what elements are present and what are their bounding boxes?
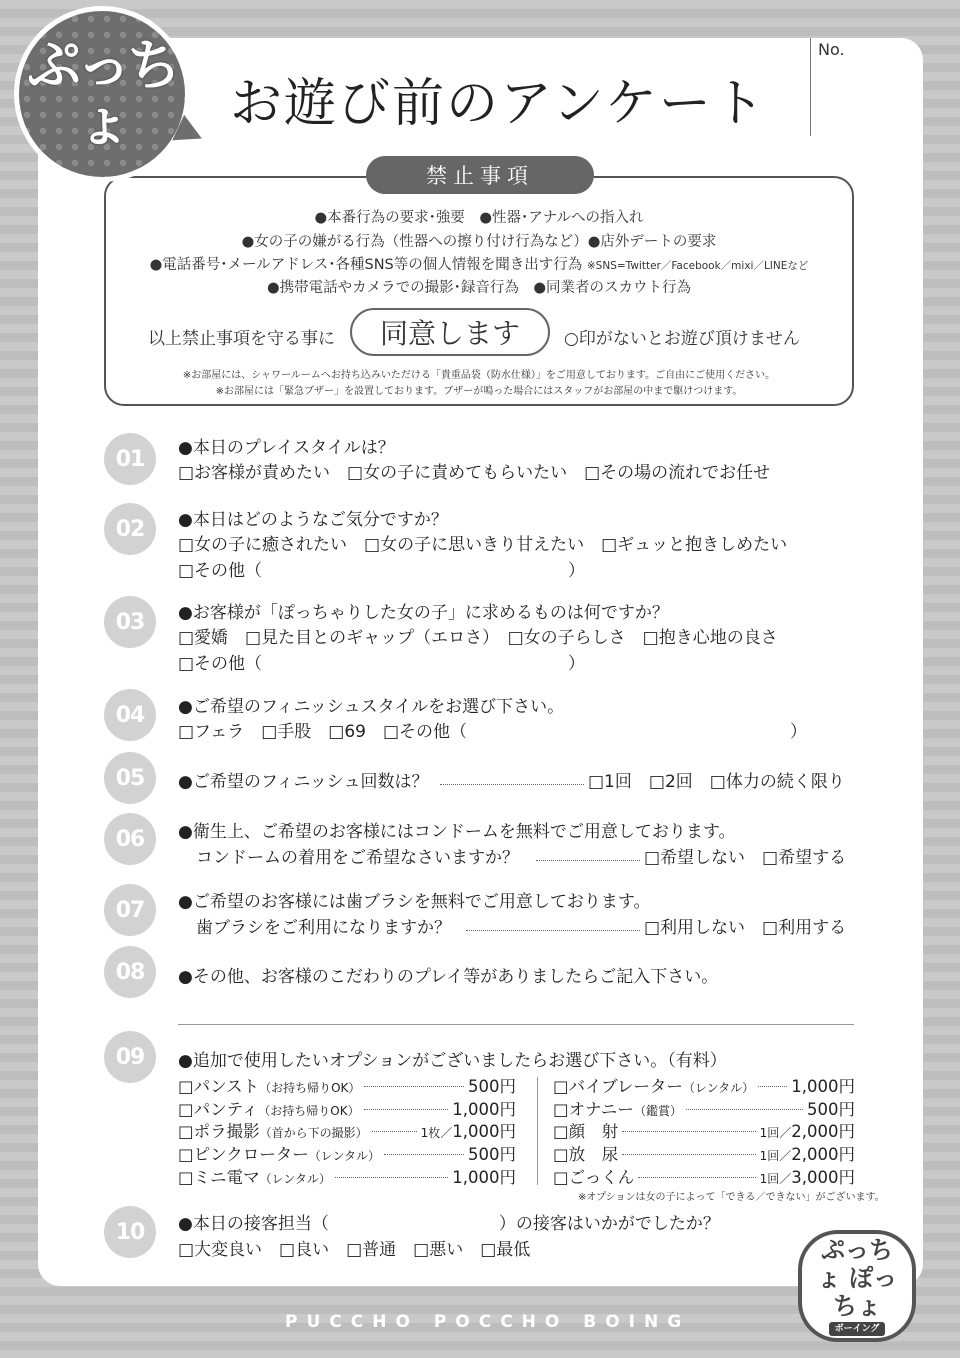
option-left-2-unit: 1枚／: [420, 1126, 453, 1141]
question-01-text: ●本日のプレイスタイルは？: [178, 438, 395, 458]
options-note: ※オプションは女の子によって「できる／できない」がございます。: [578, 1192, 885, 1203]
question-number-03: 03: [104, 596, 156, 648]
question-06-text: ●衛生上、ご希望のお客様にはコンドームを無料でご用意しております。: [178, 822, 736, 842]
option-right-4-leader: [638, 1177, 755, 1178]
question-03-choices[interactable]: □愛嬌 □見た目とのギャップ（エロさ） □女の子らしさ □抱き心地の良さ: [178, 628, 778, 648]
question-02-choices[interactable]: □女の子に癒されたい □女の子に思いきり甘えたい □ギュッと抱きしめたい: [178, 535, 788, 555]
option-right-1-sub: （鑑賞）: [633, 1103, 682, 1118]
option-right-4-price: 1回／3,000円: [759, 1167, 855, 1187]
question-06-leader: [536, 860, 640, 861]
option-right-4-unit: 1回／: [759, 1171, 792, 1186]
question-08-text: ●その他、お客様のこだわりのプレイ等がありましたらご記入下さい。: [178, 967, 719, 987]
option-left-4[interactable]: □ミニ電マ（レンタル）: [178, 1167, 331, 1187]
option-right-4[interactable]: □ごっくん: [553, 1167, 635, 1187]
question-number-02: 02: [104, 503, 156, 555]
option-left-3[interactable]: □ピンクローター（レンタル）: [178, 1145, 380, 1165]
question-01-choices[interactable]: □お客様が責めたい □女の子に責めてもらいたい □その場の流れでお任せ: [178, 463, 771, 483]
option-left-1-price: 1,000円: [452, 1099, 516, 1119]
option-left-3-leader: [384, 1154, 464, 1155]
brand-logo-bubble: [14, 6, 190, 182]
option-right-2-leader: [622, 1131, 756, 1132]
option-left-1[interactable]: □パンティ（お持ち帰りOK）: [178, 1099, 360, 1119]
question-number-06: 06: [104, 813, 156, 865]
question-05-choices[interactable]: □1回 □2回 □体力の続く限り: [588, 772, 845, 792]
question-10-text[interactable]: ●本日の接客担当（ ）の接客はいかがでしたか？: [178, 1214, 720, 1234]
option-right-3[interactable]: □放 尿: [553, 1145, 619, 1165]
prohibited-line-1: ●本番行為の要求･強要 ●性器･アナルへの指入れ: [314, 210, 644, 226]
prohibited-line-2: ●女の子の嫌がる行為（性器への擦り付け行為など）●店外デートの要求: [241, 234, 717, 250]
option-right-2-price: 1回／2,000円: [759, 1122, 855, 1142]
option-left-4-sub: （レンタル）: [259, 1171, 331, 1186]
option-right-0-leader: [758, 1086, 787, 1087]
prohibited-line-3: [104, 253, 854, 274]
question-06-choices[interactable]: □希望しない □希望する: [644, 848, 847, 868]
option-right-0-sub: （レンタル）: [682, 1081, 755, 1095]
prohibited-tab: 禁止事項: [366, 156, 594, 194]
option-right-0[interactable]: □バイブレーター（レンタル）: [553, 1077, 755, 1096]
option-right-1[interactable]: □オナニー（鑑賞）: [553, 1099, 682, 1119]
question-07-choices[interactable]: □利用しない □利用する: [644, 918, 847, 938]
page-title: お遊び前のアンケート: [230, 74, 767, 134]
option-left-2-price: 1枚／1,000円: [420, 1122, 516, 1142]
number-label: No.: [818, 40, 845, 59]
option-right-2[interactable]: □顔 射: [553, 1122, 619, 1142]
question-07-text: ●ご希望のお客様には歯ブラシを無料でご用意しております。: [178, 892, 651, 912]
question-03-other[interactable]: □その他（ ）: [178, 654, 586, 674]
option-right-3-price: 1回／2,000円: [759, 1145, 855, 1165]
question-09-text: ●追加で使用したいオプションがございましたらお選び下さい。（有料）: [178, 1051, 727, 1071]
question-04-choices[interactable]: □フェラ □手股 □69 □その他（ ）: [178, 722, 808, 742]
option-left-1-sub: （お持ち帰りOK）: [258, 1103, 360, 1118]
question-number-01: 01: [104, 433, 156, 485]
question-07-leader: [466, 930, 640, 931]
question-05-text: ●ご希望のフィニッシュ回数は？: [178, 772, 429, 792]
prohibited-line-4: ●携帯電話やカメラでの撮影･録音行為 ●同業者のスカウト行為: [266, 280, 692, 296]
agree-circle-target[interactable]: 同意します: [350, 308, 550, 356]
question-number-05: 05: [104, 752, 156, 804]
option-right-3-leader: [622, 1154, 756, 1155]
sns-note: ※SNS=Twitter／Facebook／mixi／LINEなど: [586, 260, 809, 272]
brand-logo-text: ぷっちょ: [27, 34, 177, 153]
footer-brand-text: PUCCHO POCCHO BOING: [285, 1312, 691, 1332]
question-03-text: ●お客様が「ぽっちゃりした女の子」に求めるものは何ですか？: [178, 603, 669, 623]
option-left-4-price: 1,000円: [452, 1167, 516, 1187]
prohibited-line-3-text: ●電話番号･メールアドレス･各種SNS等の個人情報を聞き出す行為: [149, 257, 583, 273]
footer-logo-tag: ボーイング: [829, 1322, 886, 1336]
footer-logo-main: ぷっちょ ぽっちょ: [816, 1236, 898, 1320]
question-04-text: ●ご希望のフィニッシュスタイルをお選び下さい。: [178, 697, 565, 717]
room-note-2: ※お部屋には「緊急ブザー」を設置しております。ブザーが鳴った場合にはスタッフがお部屋の中まで駆けつけます。: [215, 386, 743, 397]
option-right-2-unit: 1回／: [759, 1126, 792, 1141]
option-left-0-price: 500円: [468, 1077, 516, 1096]
option-left-2-leader: [372, 1131, 417, 1132]
question-number-07: 07: [104, 884, 156, 936]
question-02-text: ●本日はどのようなご気分ですか？: [178, 510, 448, 530]
option-left-4-leader: [335, 1177, 448, 1178]
question-number-10: 10: [104, 1206, 156, 1258]
question-08-write-line[interactable]: [178, 1024, 854, 1025]
option-left-1-leader: [364, 1109, 449, 1110]
question-05-leader: [440, 784, 584, 785]
question-06-subtext: コンドームの着用をご希望なさいますか？: [196, 848, 519, 868]
options-separator: [537, 1077, 538, 1185]
option-right-1-leader: [686, 1109, 803, 1110]
question-number-04: 04: [104, 689, 156, 741]
agreement-suffix: ○印がないとお遊び頂けません: [564, 329, 800, 349]
option-left-0-leader: [364, 1086, 464, 1087]
option-right-0-price: 1,000円: [791, 1077, 855, 1096]
option-left-2-sub: （首から下の撮影）: [259, 1126, 368, 1141]
option-left-0-sub: （お持ち帰りOK）: [259, 1081, 361, 1095]
option-left-2[interactable]: □ポラ撮影（首から下の撮影）: [178, 1122, 368, 1142]
question-10-choices[interactable]: □大変良い □良い □普通 □悪い □最低: [178, 1240, 531, 1260]
footer-logo: [798, 1230, 916, 1342]
option-right-1-price: 500円: [807, 1099, 855, 1119]
question-02-other[interactable]: □その他（ ）: [178, 561, 586, 581]
option-left-3-price: 500円: [468, 1145, 516, 1165]
question-number-08: 08: [104, 946, 156, 998]
option-left-3-sub: （レンタル）: [308, 1149, 380, 1164]
agreement-prefix: 以上禁止事項を守る事に: [148, 329, 335, 349]
agreement-row: [104, 308, 854, 358]
option-left-0[interactable]: □パンスト（お持ち帰りOK）: [178, 1077, 361, 1096]
question-number-09: 09: [104, 1031, 156, 1083]
room-note-1: ※お部屋には、シャワールームへお持ち込みいただける「貴重品袋（防水仕様）」をご用意しております。ご自由にご使用ください。: [182, 370, 776, 381]
number-divider: [810, 38, 811, 136]
option-right-3-unit: 1回／: [759, 1149, 792, 1164]
question-07-subtext: 歯ブラシをご利用になりますか？: [196, 918, 451, 938]
